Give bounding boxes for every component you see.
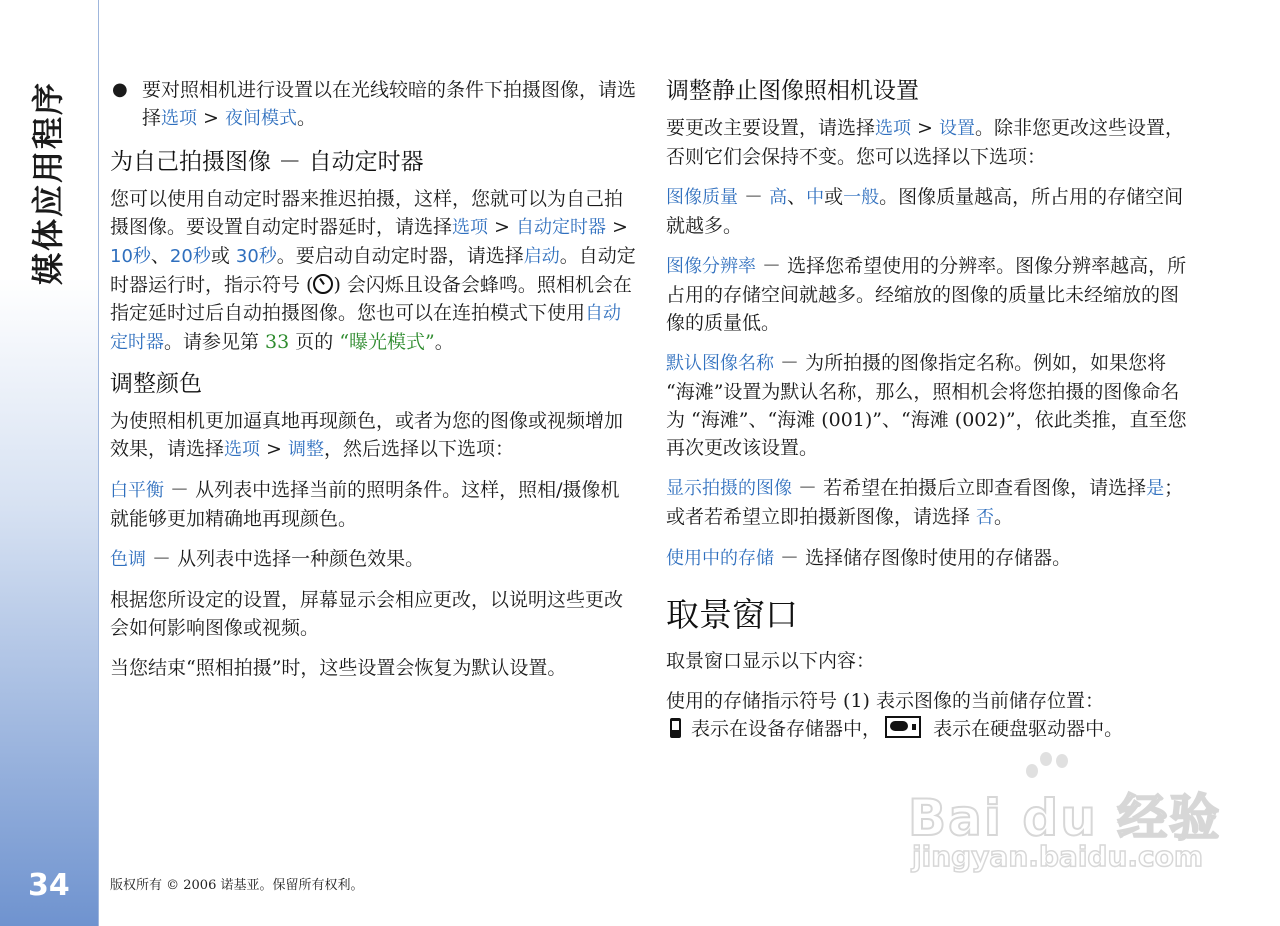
display-paragraph: 根据您所设定的设置，屏幕显示会相应更改，以说明这些更改会如何影响图像或视频。 <box>110 589 624 639</box>
term-show-image[interactable]: 显示拍摄的图像 <box>666 478 792 499</box>
option-high[interactable]: 高 <box>769 187 788 208</box>
hard-drive-icon <box>885 716 921 738</box>
page-ref[interactable]: 33 <box>265 331 290 353</box>
restore-paragraph: 当您结束“照相拍摄”时，这些设置会恢复为默认设置。 <box>110 657 567 679</box>
still-paragraph: 要更改主要设置，请选择选项 > 设置。除非您更改这些设置，否则它们会保持不变。您可以选择以下选项： <box>666 117 1185 168</box>
link-options[interactable]: 选项 <box>875 118 912 139</box>
self-timer-paragraph: 您可以使用自动定时器来推迟拍摄，这样，您就可以为自己拍摄图像。要设置自动定时器延时，请选择选项 > 自动定时器 > 10秒、20秒或 30秒。要启动自动定时器，请选择启动。自动定时器运行时，指示符号 ( ) 会闪烁且设备会蜂鸣。照相机会在指定延时过后自动拍摄图像。您也可以在连拍模式下使用自动定时器。请参见第 33 页的 “曝光模式”。 <box>110 188 636 353</box>
self-timer-icon <box>313 274 333 294</box>
term-white-balance[interactable]: 白平衡 <box>110 480 164 501</box>
link-adjust[interactable]: 调整 <box>288 439 325 460</box>
link-20s[interactable]: 20秒 <box>169 246 211 267</box>
watermark-logo-text: Bai du 经验 <box>908 789 1222 847</box>
watermark-url: jingyan.baidu.com <box>912 840 1204 873</box>
heading-self-timer: 为自己拍摄图像 － 自动定时器 <box>110 149 424 175</box>
baidu-watermark <box>908 748 1222 878</box>
show-image-item: 显示拍摄的图像 － 若希望在拍摄后立即查看图像，请选择是；或者若希望立即拍摄新图像，请选择 否。 <box>666 477 1184 528</box>
tone-item: 色调 － 从列表中选择一种颜色效果。 <box>110 548 425 570</box>
term-image-quality[interactable]: 图像质量 <box>666 187 738 208</box>
resolution-item: 图像分辨率 － 选择您希望使用的分辨率。图像分辨率越高，所占用的存储空间就越多。经缩放的图像的质量比未经缩放的图像的质量低。 <box>666 255 1187 334</box>
link-activate[interactable]: 启动 <box>523 246 560 267</box>
term-default-name[interactable]: 默认图像名称 <box>666 353 774 374</box>
bullet-item: ● 要对照相机进行设置以在光线较暗的条件下拍摄图像，请选择选项 > 夜间模式。 <box>110 76 638 133</box>
option-no[interactable]: 否 <box>976 507 995 528</box>
term-resolution[interactable]: 图像分辨率 <box>666 256 756 277</box>
section-title: 媒体应用程序 <box>29 81 67 286</box>
image-quality-item: 图像质量 － 高、中或一般。图像质量越高，所占用的存储空间就越多。 <box>666 186 1184 237</box>
left-column <box>110 76 638 694</box>
heading-viewfinder: 取景窗口 <box>666 595 798 634</box>
option-yes[interactable]: 是 <box>1146 478 1165 499</box>
link-settings[interactable]: 设置 <box>939 118 976 139</box>
link-self-timer-2[interactable]: 自动定时器 <box>110 303 622 353</box>
memory-item: 使用中的存储 － 选择储存图像时使用的存储器。 <box>666 547 1072 569</box>
sidebar-divider <box>98 0 99 926</box>
link-self-timer[interactable]: 自动定时器 <box>516 217 607 238</box>
option-medium[interactable]: 中 <box>806 187 825 208</box>
viewfinder-memory-paragraph: 使用的存储指示符号 (1) 表示图像的当前储存位置： 表示在设备存储器中， 表示在硬盘驱动器中。 <box>666 690 1124 740</box>
phone-memory-icon <box>670 718 681 738</box>
copyright-footer: 版权所有 © 2006 诺基亚。保留所有权利。 <box>110 878 364 893</box>
heading-adjust-color: 调整颜色 <box>110 371 202 397</box>
link-exposure-mode[interactable]: “曝光模式” <box>339 331 435 353</box>
page-number: 34 <box>28 868 70 903</box>
sidebar <box>0 0 98 926</box>
term-memory-in-use[interactable]: 使用中的存储 <box>666 548 774 569</box>
link-night-mode[interactable]: 夜间模式 <box>225 108 298 129</box>
bullet-icon: ● <box>112 79 128 100</box>
term-tone[interactable]: 色调 <box>110 549 146 570</box>
link-options[interactable]: 选项 <box>161 108 198 129</box>
viewfinder-intro: 取景窗口显示以下内容： <box>666 650 876 672</box>
link-30s[interactable]: 30秒 <box>235 246 277 267</box>
color-paragraph: 为使照相机更加逼真地再现颜色，或者为您的图像或视频增加效果，请选择选项 > 调整，然后选择以下选项： <box>110 410 624 460</box>
link-options[interactable]: 选项 <box>452 217 489 238</box>
link-options[interactable]: 选项 <box>224 439 261 460</box>
right-column <box>666 76 1196 755</box>
heading-still-settings: 调整静止图像照相机设置 <box>666 78 919 104</box>
white-balance-item: 白平衡 － 从列表中选择当前的照明条件。这样，照相/摄像机就能够更加精确地再现颜色。 <box>110 479 620 530</box>
default-name-item: 默认图像名称 － 为所拍摄的图像指定名称。例如，如果您将 “海滩”设置为默认名称，那么，照相机会将您拍摄的图像命名为 “海滩”、“海滩 (001)”、“海滩 (002)”，依此类推，直至您再次更改该设置。 <box>666 352 1187 459</box>
link-10s[interactable]: 10秒 <box>110 246 151 267</box>
option-normal[interactable]: 一般 <box>843 187 880 208</box>
